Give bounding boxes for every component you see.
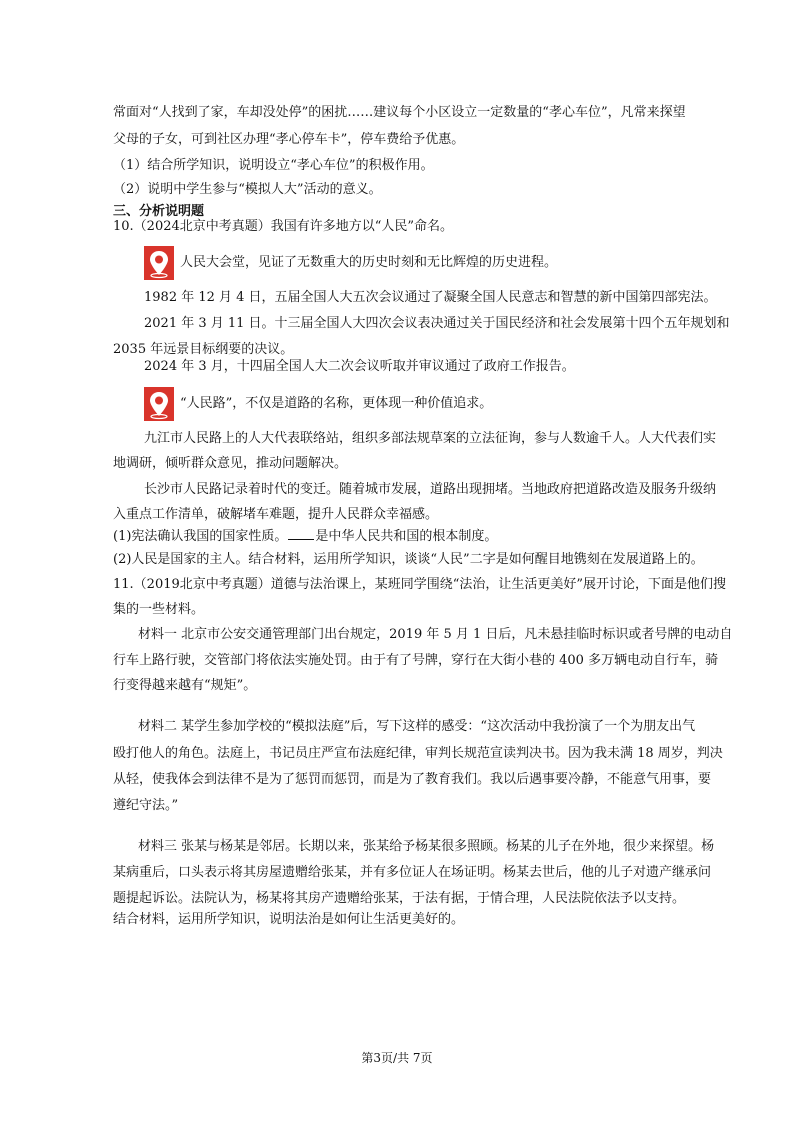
material-3-a: 材料三 张某与杨某是邻居。长期以来，张某给予杨某很多照顾。杨某的儿子在外地，很少来探望。杨: [138, 839, 715, 854]
q10-subquestion-1: [113, 527, 693, 546]
question-11-ask: 结合材料，运用所学知识，说明法治是如何让生活更美好的。: [113, 912, 465, 927]
material-2-b: 殴打他人的角色。法庭上，书记员庄严宣布法庭纪律，审判长规范宣读判决书。因为我未满 18 周岁，判决: [113, 746, 723, 761]
intro-line-1: 常面对“人找到了家，车却没处停”的困扰……建议每个小区设立一定数量的“孝心车位”，凡常来探望: [113, 105, 686, 120]
pin-1-text: 人民大会堂，见证了无数重大的历史时刻和无比辉煌的历史进程。: [180, 255, 558, 270]
question-11-stem-b: 集的一些材料。: [113, 602, 205, 617]
q10-paragraph-5b: 入重点工作清单，破解堵车难题，提升人民群众幸福感。: [113, 507, 439, 522]
pin-2-text: “人民路”，不仅是道路的名称，更体现一种价值追求。: [180, 396, 493, 411]
material-3-b: 某病重后，口头表示将其房屋遗赠给张某，并有多位证人在场证明。杨某去世后，他的儿子对遗产继承问: [113, 865, 712, 880]
q10-paragraph-4a: 九江市人民路上的人大代表联络站，组织多部法规草案的立法征询，参与人数逾千人。人大代表们实: [144, 431, 717, 446]
q10-paragraph-5a: 长沙市人民路记录着时代的变迁。随着城市发展，道路出现拥堵。当地政府把道路改造及服务升级纳: [144, 482, 717, 497]
material-1-a: 材料一 北京市公安交通管理部门出台规定，2019 年 5 月 1 日后，凡未悬挂临时标识或者号牌的电动自: [138, 627, 733, 642]
intro-question-1: （1）结合所学知识，说明设立“孝心车位”的积极作用。: [113, 158, 434, 173]
section-title: 三、分析说明题: [113, 204, 205, 219]
page-number: 第3页/共 7页: [361, 1051, 433, 1065]
map-pin-icon: [144, 387, 174, 421]
material-1-c: 行变得越来越有“规矩”。: [113, 678, 257, 693]
question-10-stem: 10.（2024北京中考真题）我国有许多地方以“人民”命名。: [113, 219, 454, 234]
q10-paragraph-2a: 2021 年 3 月 11 日。十三届全国人大四次会议表决通过关于国民经济和社会发展第十四个五年规划和: [144, 316, 730, 331]
answer-blank[interactable]: [288, 527, 314, 540]
material-2-a: 材料二 某学生参加学校的“模拟法庭”后，写下这样的感受：“这次活动中我扮演了一个为朋友出气: [138, 719, 696, 734]
question-11-stem-a: 11.（2019北京中考真题）道德与法治课上，某班同学围绕“法治，让生活更美好”展开讨论，下面是他们搜: [113, 577, 727, 592]
map-pin-icon: [144, 246, 174, 280]
pin-row-1: [144, 246, 557, 280]
q10-paragraph-2b: 2035 年远景目标纲要的决议。: [113, 342, 294, 357]
subquestion-1-before: (1)宪法确认我国的国家性质。: [113, 529, 288, 544]
pin-row-2: [144, 387, 492, 421]
intro-line-2: 父母的子女，可到社区办理“孝心停车卡”，停车费给予优惠。: [113, 132, 465, 147]
material-2-d: 遵纪守法。”: [113, 798, 179, 813]
material-1-b: 行车上路行驶，交管部门将依法实施处罚。由于有了号牌，穿行在大街小巷的 400 多万辆电动自行车，骑: [113, 653, 719, 668]
material-3-c: 题提起诉讼。法院认为，杨某将其房产遗赠给张某，于法有据，于情合理，人民法院依法予以支持。: [113, 891, 686, 906]
q10-subquestion-2: (2)人民是国家的主人。结合材料，运用所学知识，谈谈“人民”二字是如何醒目地镌刻在发展道路上的。: [113, 552, 704, 567]
q10-paragraph-3: 2024 年 3 月，十四届全国人大二次会议听取并审议通过了政府工作报告。: [144, 359, 575, 374]
q10-paragraph-1: 1982 年 12 月 4 日，五届全国人大五次会议通过了凝聚全国人民意志和智慧的新中国第四部宪法。: [144, 290, 717, 305]
material-2-c: 从轻，使我体会到法律不是为了惩罚而惩罚，而是为了教育我们。我以后遇事要冷静，不能意气用事，要: [113, 772, 712, 787]
subquestion-1-after: 是中华人民共和国的根本制度。: [315, 529, 498, 544]
intro-question-2: （2）说明中学生参与“模拟人大”活动的意义。: [113, 182, 382, 197]
q10-paragraph-4b: 地调研，倾听群众意见，推动问题解决。: [113, 456, 348, 471]
